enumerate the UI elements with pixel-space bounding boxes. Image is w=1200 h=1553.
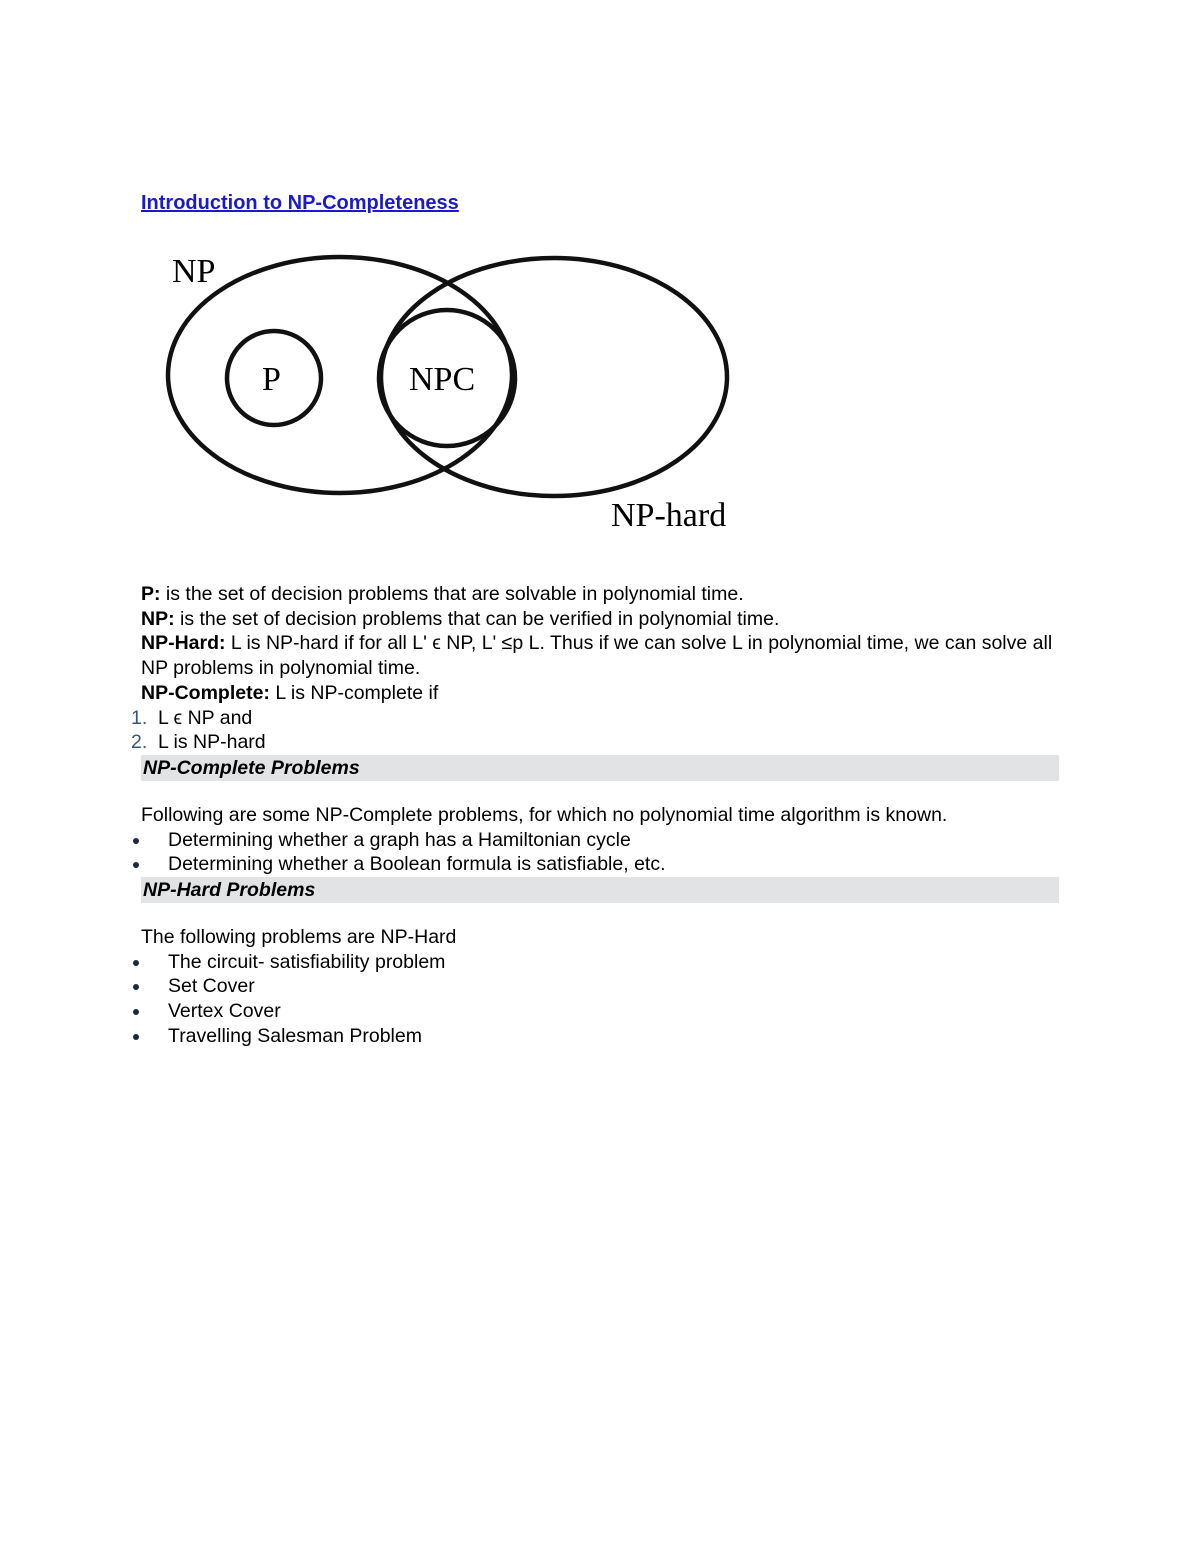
list-item [131, 730, 1059, 755]
venn-svg [141, 238, 751, 538]
np-complete-conditions [131, 706, 1059, 755]
np-complete-intro: Following are some NP-Complete problems, for which no polynomial time algorithm is known. [141, 803, 948, 826]
spacer [141, 903, 1059, 925]
np-hard-problem-list [141, 950, 1059, 1049]
list-item [141, 950, 1059, 975]
np-label: NP [172, 253, 216, 290]
list-item [131, 706, 1059, 731]
definition-np-hard [141, 631, 1059, 680]
bullet-icon [133, 838, 139, 844]
definition-text: L is NP-complete if [269, 681, 439, 704]
p-label: P [262, 361, 281, 398]
document-body [131, 582, 1059, 1049]
list-item-text: Vertex Cover [168, 1000, 281, 1023]
list-item [141, 828, 1059, 853]
list-item-text: Set Cover [168, 975, 255, 998]
definition-term: NP-Hard: [141, 632, 226, 655]
bullet-icon [133, 960, 139, 966]
definition-term: P: [141, 583, 161, 605]
list-item-text: The circuit- satisfiability problem [168, 950, 446, 973]
bullet-icon [133, 1009, 139, 1015]
list-item [141, 1024, 1059, 1049]
definition-np-complete [141, 681, 1059, 706]
np-hard-intro: The following problems are NP-Hard [141, 926, 457, 949]
definition-text: is the set of decision problems that can be verified in polynomial time. [174, 607, 780, 630]
definition-term: NP: [141, 607, 175, 630]
list-item-text: L is NP-hard [158, 731, 266, 754]
list-number: 2. [131, 731, 148, 754]
list-item-text: Determining whether a graph has a Hamiltonian cycle [168, 828, 631, 851]
spacer [141, 781, 1059, 803]
np-hard-label: NP-hard [611, 497, 727, 534]
definition-np [141, 607, 1059, 632]
list-item [141, 974, 1059, 999]
np-hard-heading: NP-Hard Problems [141, 877, 1059, 903]
definition-text: is the set of decision problems that are solvable in polynomial time. [160, 583, 744, 605]
list-item-text: Determining whether a Boolean formula is satisfiable, etc. [168, 853, 666, 876]
definition-p [141, 582, 1059, 607]
definition-term: NP-Complete: [141, 681, 270, 704]
definition-text: L is NP-hard if for all L' ϵ NP, L' ≤p L. Thus if we can solve L in polynomial time, we can solve all NP problems in polynomial time. [141, 632, 1053, 680]
bullet-icon [133, 862, 139, 868]
np-complete-heading: NP-Complete Problems [141, 755, 1059, 781]
list-item-text: L ϵ NP and [158, 706, 253, 729]
list-item [141, 852, 1059, 877]
list-item [141, 999, 1059, 1024]
bullet-icon [133, 1034, 139, 1040]
title-area [141, 190, 1059, 216]
npc-label: NPC [409, 361, 476, 398]
list-number: 1. [131, 706, 148, 729]
bullet-icon [133, 984, 139, 990]
np-complete-problem-list [141, 828, 1059, 877]
complexity-venn-diagram [141, 238, 751, 538]
document-title-link[interactable]: Introduction to NP-Completeness [141, 192, 459, 214]
list-item-text: Travelling Salesman Problem [168, 1024, 422, 1047]
